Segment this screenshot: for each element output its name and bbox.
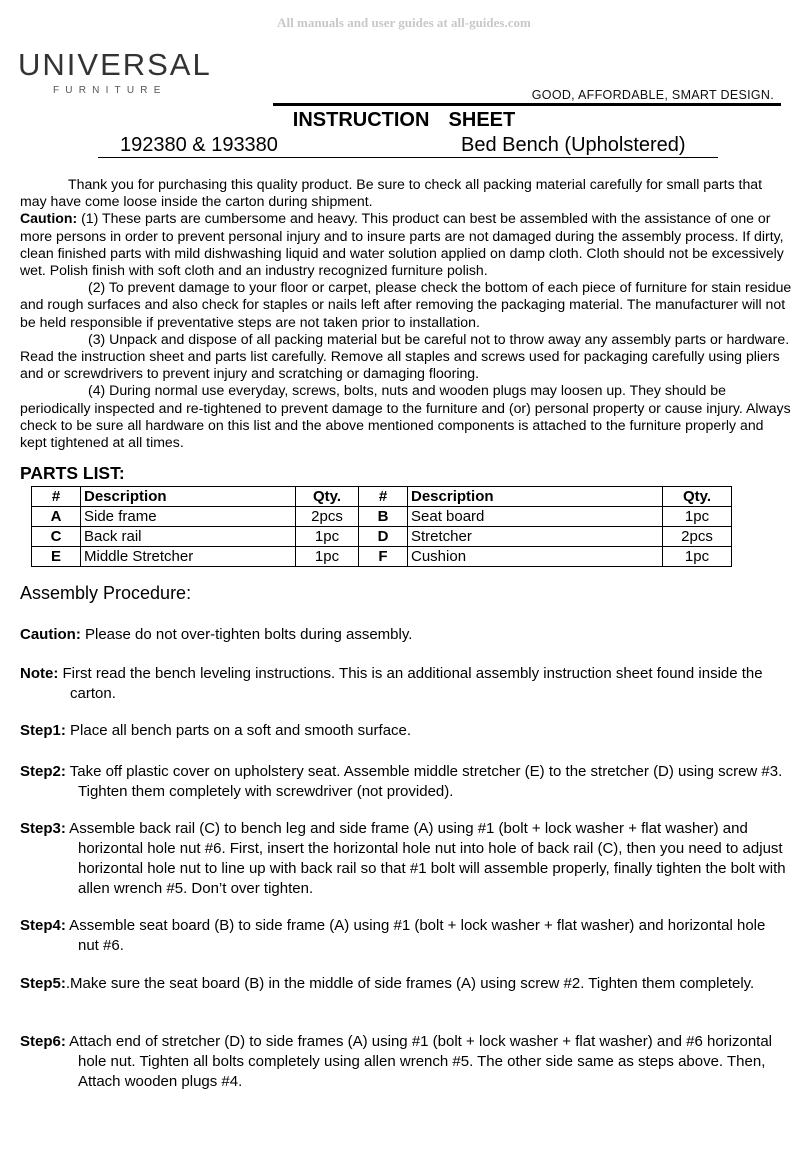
page-title: INSTRUCTION SHEET [292,109,516,131]
step-text: Assemble back rail (C) to bench leg and side frame (A) using #1 (bolt + lock washer + flat washer) and horizontal hole nut #6. First, insert the horizontal hole nut into hole of back rail (C), then you need to adjust horizontal hole nut to line up with back rail so that #1 bolt will assemble properly, finally tighten the bolt with allen wrench #5. Don’t over tighten. [65,820,786,897]
caution-2: (2) To prevent damage to your floor or carpet, please check the bottom of each piece of furniture for stain residue and rough surfaces and also check for staples or nails left after removing the packaging material. The manufacturer will not be held responsible if preventative steps are not taken prior to installation. [20,279,792,330]
part-description: Back rail [81,527,296,547]
intro-thanks: Thank you for purchasing this quality product. Be sure to check all packing material carefully for small parts that may have come loose inside the carton during shipment. [20,176,763,210]
step-text: Attach end of stretcher (D) to side frames (A) using #1 (bolt + lock washer + flat washer) and #6 horizontal hole nut. Tighten all bolts completely using allen wrench #5. The other side same as steps above. Then, Attach wooden plugs #4. [65,1033,773,1090]
col-num-2: # [359,487,408,507]
title-rule [98,157,718,158]
watermark: All manuals and user guides at all-guides.com [277,15,531,30]
col-qty-2: Qty. [663,487,732,507]
step-1 [20,721,790,741]
col-description: Description [81,487,296,507]
part-id: F [359,547,408,567]
part-id: D [359,527,408,547]
product-name: Bed Bench (Upholstered) [461,134,686,156]
assembly-caution [20,625,790,645]
header-rule [273,103,781,106]
intro-section [20,176,792,451]
step-label: Step1: [20,722,66,739]
part-qty: 1pc [296,527,359,547]
step-text: .Make sure the seat board (B) in the middle of side frames (A) using screw #2. Tighten them completely. [65,975,755,992]
part-qty: 2pcs [663,527,732,547]
caution-4: (4) During normal use everyday, screws, bolts, nuts and wooden plugs may loosen up. They should be periodically inspected and re-tightened to prevent damage to the furniture and (or) personal property or cause injury. Always check to be sure all hardware on this list and the above mentioned components is attached to the furniture properly and kept tightened at all times. [20,382,791,451]
assembly-caution-label: Caution: [20,626,81,643]
part-id: E [32,547,81,567]
caution-3: (3) Unpack and dispose of all packing material but be careful not to throw away any assembly parts or hardware. Read the instruction sheet and parts list carefully. Remove all staples and screws used for packaging carefully using pliers and or screwdrivers to prevent injury and scratching or damaging flooring. [20,330,790,382]
part-description: Stretcher [408,527,663,547]
part-qty: 1pc [663,547,732,567]
part-id: C [32,527,81,547]
parts-table [31,486,732,567]
part-description: Seat board [408,507,663,527]
brand-sub: FURNITURE [53,85,167,96]
assembly-note [20,664,790,704]
part-description: Middle Stretcher [81,547,296,567]
col-description-2: Description [408,487,663,507]
brand-slogan: GOOD, AFFORDABLE, SMART DESIGN. [531,88,774,102]
step-6 [20,1032,790,1092]
caution-label: Caution: [20,210,78,227]
step-text: Assemble seat board (B) to side frame (A) using #1 (bolt + lock washer + flat washer) and horizontal hole nut #6. [65,917,766,954]
model-numbers: 192380 & 193380 [120,134,278,156]
brand-name: UNIVERSAL [18,47,212,82]
caution-1-text: (1) These parts are cumbersome and heavy. This product can best be assembled with the assistance of one or more persons in order to prevent personal injury and to insure parts are not damaged during the assembly process. If dirty, clean finished parts with mild dishwashing liquid and water solution applied on damp cloth. Cloth should not be excessively wet. Polish finish with soft cloth and an industry recognized furniture polish. [20,210,784,279]
step-label: Step2: [20,763,66,780]
step-label: Step5: [20,975,66,992]
part-description: Side frame [81,507,296,527]
caution-1 [20,210,792,279]
part-qty: 1pc [663,507,732,527]
parts-list-heading: PARTS LIST: [20,463,125,483]
step-label: Step6: [20,1033,66,1050]
step-3 [20,819,790,899]
note-label: Note: [20,665,59,682]
part-id: B [359,507,408,527]
part-id: A [32,507,81,527]
part-qty: 2pcs [296,507,359,527]
assembly-caution-text: Please do not over-tighten bolts during assembly. [80,626,413,643]
part-description: Cushion [408,547,663,567]
table-row [32,507,732,527]
col-qty: Qty. [296,487,359,507]
step-5 [20,974,790,994]
step-4 [20,916,790,956]
brand-logo [18,48,212,96]
table-row [32,527,732,547]
col-num: # [32,487,81,507]
step-label: Step3: [20,820,66,837]
note-text: First read the bench leveling instructions. This is an additional assembly instruction sheet found inside the carton. [58,665,763,702]
table-row [32,547,732,567]
step-label: Step4: [20,917,66,934]
part-qty: 1pc [296,547,359,567]
step-text: Place all bench parts on a soft and smooth surface. [65,722,412,739]
parts-header-row [32,487,732,507]
assembly-heading: Assembly Procedure: [20,583,192,603]
step-text: Take off plastic cover on upholstery seat. Assemble middle stretcher (E) to the stretcher (D) using screw #3. Tighten them completely with screwdriver (not provided). [65,763,783,800]
step-2 [20,762,790,802]
